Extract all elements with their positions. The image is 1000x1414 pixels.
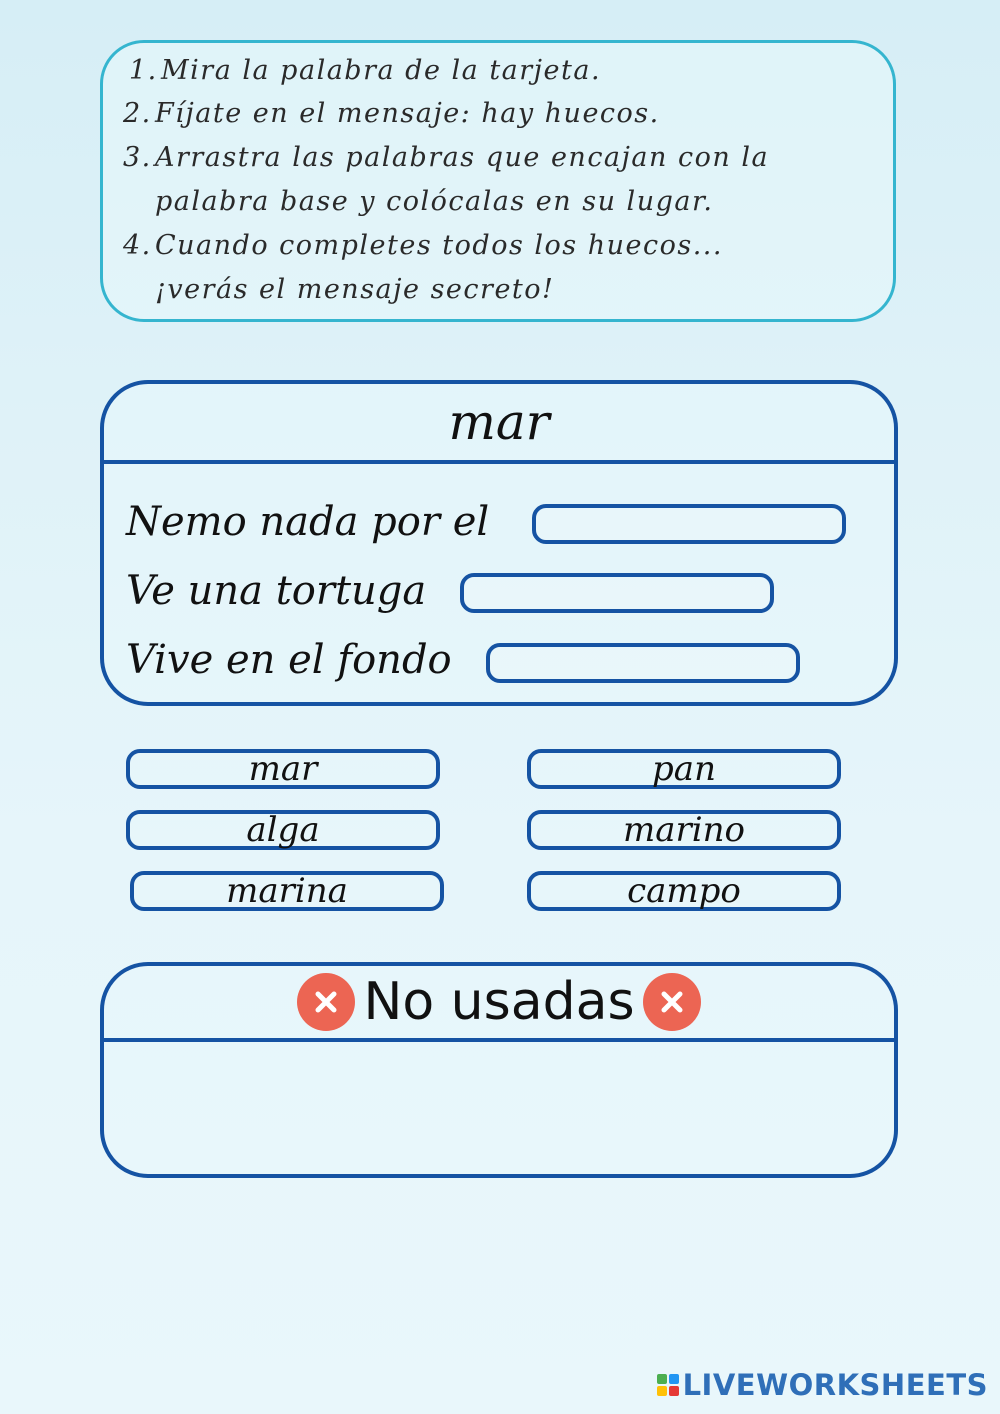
brand-name: LIVEWORKSHEETS <box>682 1368 988 1402</box>
word-chip-pan[interactable]: pan <box>527 749 841 789</box>
drop-slot-3[interactable] <box>486 643 800 683</box>
instruction-number: 4. <box>123 230 152 261</box>
base-word: mar <box>448 393 550 451</box>
word-chip-alga[interactable]: alga <box>126 810 440 850</box>
instruction-line-3 <box>123 142 769 173</box>
unused-words-box[interactable] <box>100 962 898 1178</box>
word-chip-mar[interactable]: mar <box>126 749 440 789</box>
instructions-box <box>100 40 896 322</box>
liveworksheets-logo-icon <box>657 1374 679 1396</box>
sentence-row-3 <box>126 638 452 682</box>
instruction-line-1 <box>129 55 601 86</box>
instruction-text: palabra base y colócalas en su lugar. <box>155 186 714 217</box>
instruction-text: Arrastra las palabras que encajan con la <box>155 142 770 173</box>
instruction-number: 3. <box>123 142 152 173</box>
instruction-line-4-cont <box>123 274 554 305</box>
instruction-number: 2. <box>123 98 152 129</box>
instruction-text: ¡verás el mensaje secreto! <box>155 274 555 305</box>
unused-words-header <box>104 966 894 1042</box>
sentence-row-2 <box>126 569 426 613</box>
sentence-text: Ve una tortuga <box>126 568 427 614</box>
instruction-text: Cuando completes todos los huecos... <box>155 230 723 261</box>
close-x-icon <box>643 973 701 1031</box>
unused-words-title: No usadas <box>363 972 635 1032</box>
liveworksheets-brand <box>657 1368 988 1402</box>
close-x-icon <box>297 973 355 1031</box>
sentence-text: Vive en el fondo <box>126 637 452 683</box>
sentence-row-1 <box>126 500 489 544</box>
instruction-line-2 <box>123 98 660 129</box>
word-chip-marina[interactable]: marina <box>130 871 444 911</box>
drop-slot-1[interactable] <box>532 504 846 544</box>
instruction-line-4 <box>123 230 723 261</box>
word-chip-marino[interactable]: marino <box>527 810 841 850</box>
sentence-text: Nemo nada por el <box>126 499 490 545</box>
instruction-text: Fíjate en el mensaje: hay huecos. <box>155 98 660 129</box>
word-card-header <box>104 384 894 464</box>
instruction-number: 1. <box>129 55 158 86</box>
instruction-line-3-cont <box>123 186 713 217</box>
instruction-text: Mira la palabra de la tarjeta. <box>161 55 602 86</box>
drop-slot-2[interactable] <box>460 573 774 613</box>
word-chip-campo[interactable]: campo <box>527 871 841 911</box>
word-card <box>100 380 898 706</box>
